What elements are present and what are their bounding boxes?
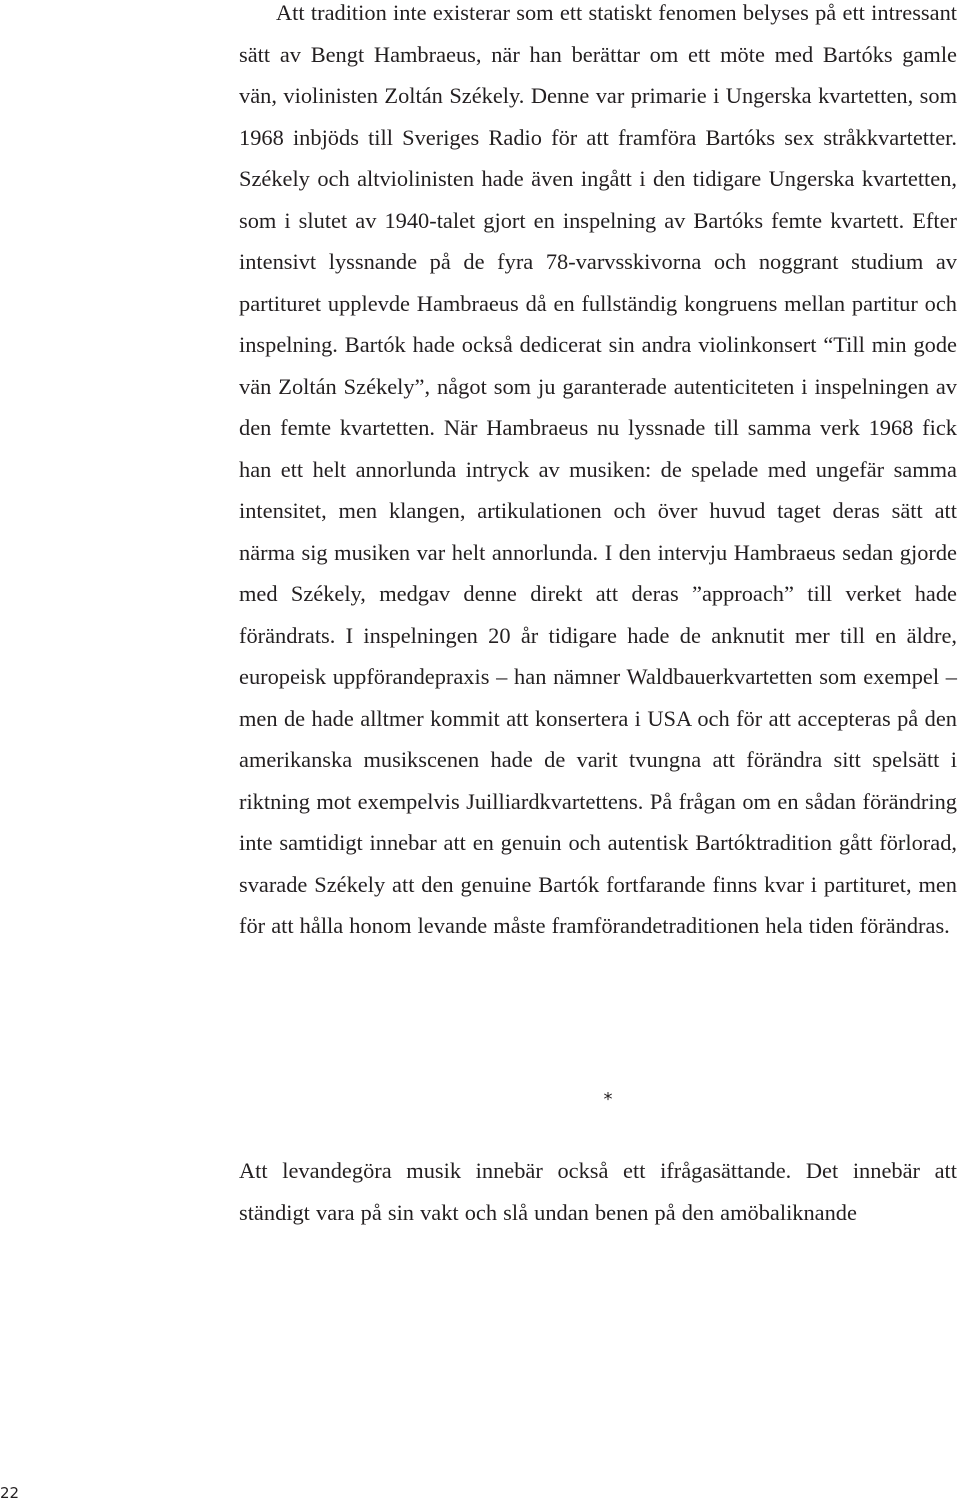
paragraph: Att levandegöra musik innebär också ett ifrågasättande. Det innebär att ständigt vara på sin vakt och slå undan benen på den amöbaliknande [239,1158,957,1225]
body-text-section-2 [239,1150,957,1233]
page-number: 22 [0,1484,20,1502]
paragraph: Att tradition inte existerar som ett statiskt fenomen belyses på ett intressant sätt av Bengt Hambraeus, när han berättar om ett möte med Bartóks gamle vän, violinisten Zoltán Székely. Denne var primarie i Ungerska kvartetten, som 1968 inbjöds till Sveriges Radio för att framföra Bartóks sex stråkkvartetter. Székely och altviolinisten hade även ingått i den tidigare Ungerska kvartetten, som i slutet av 1940-talet gjort en inspelning av Bartóks femte kvartett. Efter intensivt lyssnande på de fyra 78-varvsskivorna och noggrant studium av partituret upplevde Hambraeus då en fullständig kongruens mellan partitur och inspelning. Bartók hade också dedicerat sin andra violinkonsert “Till min gode vän Zoltán Székely”, något som ju garanterade autenticiteten i inspelningen av den femte kvartetten. När Hambraeus nu lyssnade till samma verk 1968 fick han ett helt annorlunda intryck av musiken: de spelade med ungefär samma intensitet, men klangen, artikulationen och över huvud taget deras sätt att närma sig musiken var helt annorlunda. I den intervju Hambraeus sedan gjorde med Székely, medgav denne direkt att deras ”approach” till verket hade förändrats. I inspelningen 20 år tidigare hade de anknutit mer till en äldre, europeisk uppförandepraxis – han nämner Waldbauerkvartetten som exempel – men de hade alltmer kommit att konsertera i USA och för att accepteras på den amerikanska musikscenen hade de varit tvungna att förändra sitt spelsätt i riktning mot exempelvis Juilliardkvartettens. På frågan om en sådan förändring inte samtidigt innebar att en genuin och autentisk Bartóktradition gått förlorad, svarade Székely att den genuine Bartók fortfarande finns kvar i partituret, men för att hålla honom levande måste framförandetraditionen hela tiden förändras. [239,0,957,938]
body-text-section-1 [239,0,957,947]
section-separator: * [603,1089,613,1110]
